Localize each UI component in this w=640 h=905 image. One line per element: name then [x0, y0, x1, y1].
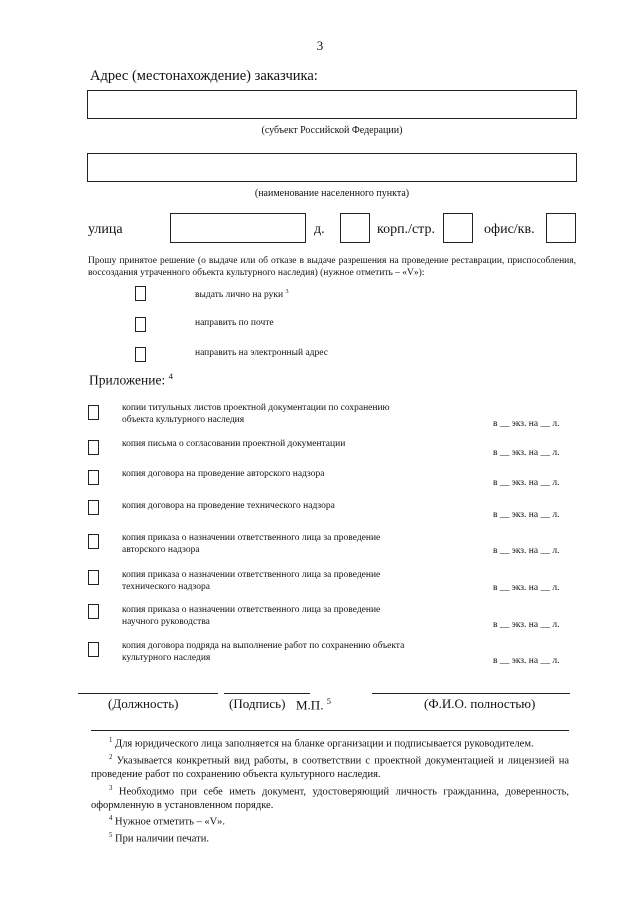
footnote-ref: 5: [326, 696, 331, 706]
footnote-mark: 2: [109, 754, 113, 761]
office-input-box[interactable]: [546, 213, 576, 243]
locality-input-box[interactable]: [87, 153, 577, 182]
attachment-line: культурного наследия: [122, 652, 211, 663]
subject-input-box[interactable]: [87, 90, 577, 119]
fio-line: [372, 693, 570, 694]
attachment-line: копия договора на проведение технического надзора: [122, 501, 335, 511]
attachment-checkbox-4[interactable]: [88, 500, 99, 515]
request-text: Прошу принятое решение (о выдаче или об отказе в выдаче разрешения на проведение реставрации, приспособления, воссоздания утраченного объекта культурного наследия) (нужное отметить – «V»):: [88, 256, 576, 278]
footnote-mark: 5: [109, 832, 113, 839]
attachment-line: научного руководства: [122, 616, 210, 627]
house-label: д.: [314, 222, 325, 237]
delivery-option-2: направить по почте: [195, 318, 274, 328]
attachment-item-1: [122, 403, 390, 426]
footnote-ref: 4: [168, 371, 173, 381]
house-input-box[interactable]: [340, 213, 370, 243]
building-input-box[interactable]: [443, 213, 473, 243]
attachment-line: копия приказа о назначении ответственного лица за проведение: [122, 570, 381, 580]
attachment-item-7: [122, 605, 380, 628]
footnote-1: [91, 734, 569, 751]
footnote-3: [91, 782, 569, 813]
sign-caption: (Подпись): [229, 696, 286, 711]
footnote-5: [91, 829, 569, 846]
attachment-item-3: [122, 469, 324, 481]
page-number: 3: [316, 38, 324, 53]
attachment-line: технического надзора: [122, 581, 210, 592]
street-label: улица: [88, 222, 123, 237]
attachment-checkbox-8[interactable]: [88, 642, 99, 657]
position-caption: (Должность): [108, 696, 179, 711]
footnote-2: [91, 751, 569, 782]
footnote-text: Для юридического лица заполняется на бланке организации и подписывается руководителем.: [115, 738, 534, 750]
attachment-item-2: [122, 439, 345, 451]
stamp-text: М.П.: [296, 697, 324, 713]
attachment-item-8: [122, 641, 404, 664]
footnote-4: [91, 812, 569, 829]
delivery-checkbox-1[interactable]: [135, 286, 146, 301]
delivery-checkbox-3[interactable]: [135, 347, 146, 362]
delivery-option-3: направить на электронный адрес: [195, 348, 328, 358]
attachment-checkbox-3[interactable]: [88, 470, 99, 485]
attachment-qty-5: в __ экз. на __ л.: [493, 546, 560, 556]
attachment-checkbox-5[interactable]: [88, 534, 99, 549]
footnote-text: Указывается конкретный вид работы, в соответствии с проектной документацией и лицензией на проведение работ по сохранению объекта культурного наследия.: [91, 755, 570, 780]
attachment-qty-3: в __ экз. на __ л.: [493, 478, 560, 488]
attachment-line: объекта культурного наследия: [122, 414, 245, 425]
locality-caption: (наименование населенного пункта): [254, 188, 410, 199]
attachment-item-6: [122, 570, 380, 593]
footnote-mark: 4: [109, 815, 113, 822]
footnote-ref: 3: [285, 289, 289, 295]
delivery-checkbox-2[interactable]: [135, 317, 146, 332]
attachment-line: копии титульных листов проектной документации по сохранению: [122, 403, 390, 413]
attachment-checkbox-7[interactable]: [88, 604, 99, 619]
attachment-line: копия договора подряда на выполнение работ по сохранению объекта: [122, 641, 405, 651]
attachment-line: авторского надзора: [122, 544, 200, 555]
sign-line: [224, 693, 310, 694]
attachment-qty-8: в __ экз. на __ л.: [493, 656, 560, 666]
attachment-qty-6: в __ экз. на __ л.: [493, 583, 560, 593]
building-label: корп./стр.: [377, 222, 435, 237]
stamp-caption: [296, 696, 331, 713]
footnotes: [91, 734, 569, 846]
attachment-qty-2: в __ экз. на __ л.: [493, 448, 560, 458]
attachment-qty-1: в __ экз. на __ л.: [493, 419, 560, 429]
street-input-box[interactable]: [170, 213, 306, 243]
appendix-title-text: Приложение:: [89, 372, 166, 388]
delivery-option-1: [195, 287, 289, 302]
attachment-line: копия приказа о назначении ответственного лица за проведение: [122, 605, 381, 615]
footnote-mark: 1: [109, 737, 113, 744]
position-line: [78, 693, 218, 694]
attachment-line: копия приказа о назначении ответственного лица за проведение: [122, 533, 381, 543]
appendix-title: [89, 371, 173, 389]
attachment-qty-4: в __ экз. на __ л.: [493, 510, 560, 520]
fio-caption: (Ф.И.О. полностью): [424, 696, 536, 711]
attachment-checkbox-1[interactable]: [88, 405, 99, 420]
attachment-item-5: [122, 533, 380, 556]
attachment-qty-7: в __ экз. на __ л.: [493, 620, 560, 630]
attachment-checkbox-6[interactable]: [88, 570, 99, 585]
address-title: Адрес (местонахождение) заказчика:: [90, 68, 318, 84]
attachment-checkbox-2[interactable]: [88, 440, 99, 455]
delivery-option-label: выдать лично на руки: [195, 290, 284, 301]
attachment-line: копия договора на проведение авторского надзора: [122, 469, 325, 479]
footnotes-divider: [91, 730, 569, 731]
footnote-text: Необходимо при себе иметь документ, удостоверяющий личность гражданина, доверенность, оформленную в установленном порядке.: [91, 786, 570, 811]
attachment-line: копия письма о согласовании проектной документации: [122, 439, 346, 449]
subject-caption: (субъект Российской Федерации): [261, 125, 403, 136]
footnote-text: При наличии печати.: [115, 833, 210, 845]
attachment-item-4: [122, 501, 335, 513]
office-label: офис/кв.: [484, 222, 535, 237]
footnote-mark: 3: [109, 784, 113, 792]
footnote-text: Нужное отметить – «V».: [115, 816, 226, 828]
